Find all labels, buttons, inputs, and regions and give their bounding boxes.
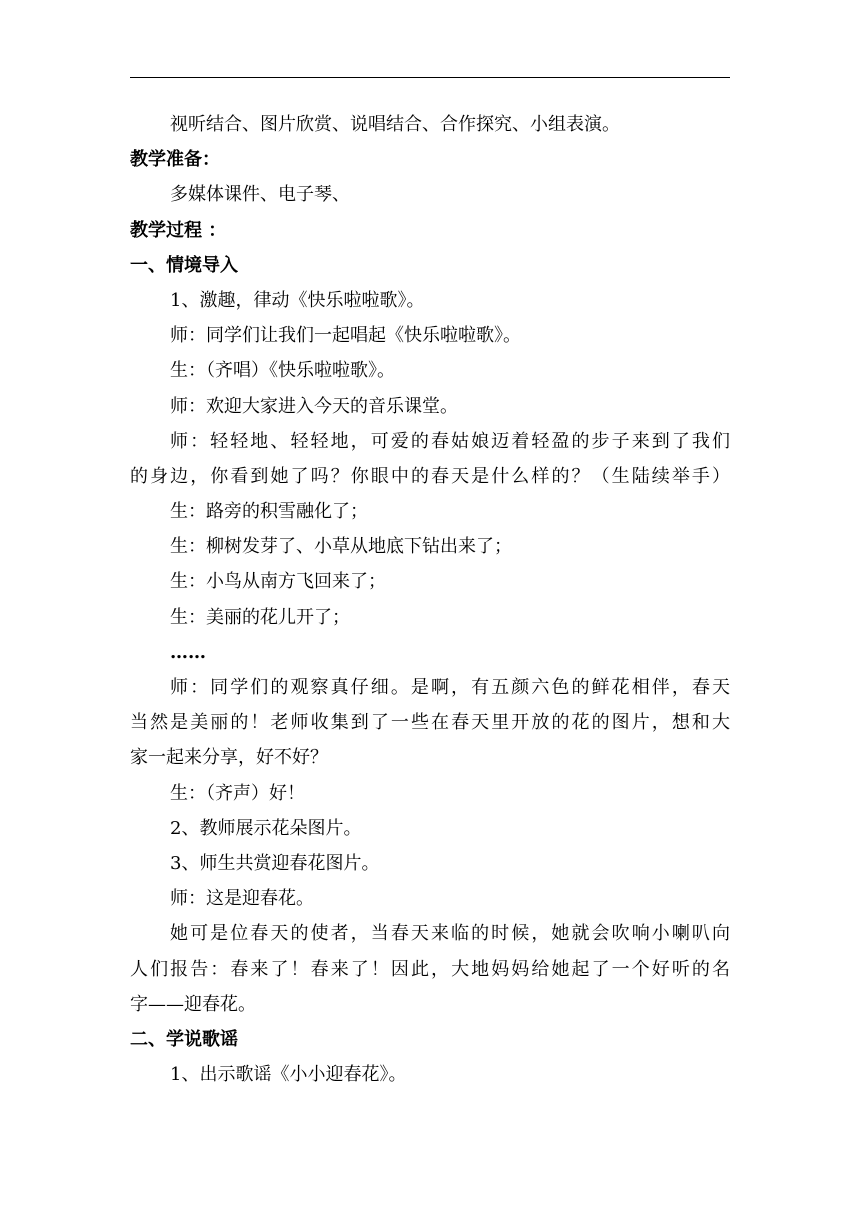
text-line: 师：同学们的观察真仔细。是啊，有五颜六色的鲜花相伴，春天 <box>170 677 730 698</box>
section-heading: 二、学说歌谣 <box>130 1028 238 1050</box>
text-line: 家一起来分享，好不好？ <box>130 747 328 769</box>
text-line: 生：小鸟从南方飞回来了； <box>170 571 386 593</box>
text-line: 生：路旁的积雪融化了； <box>170 501 368 523</box>
text-line: 字——迎春花。 <box>130 993 256 1015</box>
text-line: 她可是位春天的使者，当春天来临的时候，她就会吹响小喇叭向 <box>170 923 730 945</box>
text-line: 2、教师展示花朵图片。 <box>170 817 362 839</box>
text-line: 生：美丽的花儿开了； <box>170 606 350 628</box>
text-line: 生：（齐声）好！ <box>170 782 305 804</box>
text-line: 3、师生共赏迎春花图片。 <box>170 852 380 874</box>
section-heading: 教学准备： <box>130 149 220 171</box>
header-rule <box>130 77 730 78</box>
text-line: 人们报告：春来了！春来了！因此，大地妈妈给她起了一个好听的名 <box>130 958 730 980</box>
ellipsis-line: …… <box>170 641 206 663</box>
text-line: 师：这是迎春花。 <box>170 888 314 910</box>
section-heading: 教学过程 ： <box>130 219 227 241</box>
text-line: 生：柳树发芽了、小草从地底下钻出来了； <box>170 536 512 558</box>
text-line: 师：同学们让我们一起唱起《快乐啦啦歌》。 <box>170 325 521 347</box>
text-line: 的身边，你看到她了吗？你眼中的春天是什么样的？（生陆续举手） <box>130 465 730 487</box>
text-line: 师：欢迎大家进入今天的音乐课堂。 <box>170 395 458 417</box>
document-body <box>130 107 730 1092</box>
text-line: 视听结合、图片欣赏、说唱结合、合作探究、小组表演。 <box>170 114 620 135</box>
text-line: 师：轻轻地、轻轻地，可爱的春姑娘迈着轻盈的步子来到了我们 <box>170 430 730 452</box>
text-line: 1、激趣，律动《快乐啦啦歌》。 <box>170 289 425 311</box>
text-line: 1、出示歌谣《小小迎春花》。 <box>170 1064 407 1086</box>
section-heading: 一、情境导入 <box>130 254 238 276</box>
text-line: 当然是美丽的！老师收集到了一些在春天里开放的花的图片，想和大 <box>130 712 730 734</box>
text-line: 多媒体课件、电子琴、 <box>170 184 350 206</box>
text-line: 生：（齐唱）《快乐啦啦歌》。 <box>170 360 395 382</box>
